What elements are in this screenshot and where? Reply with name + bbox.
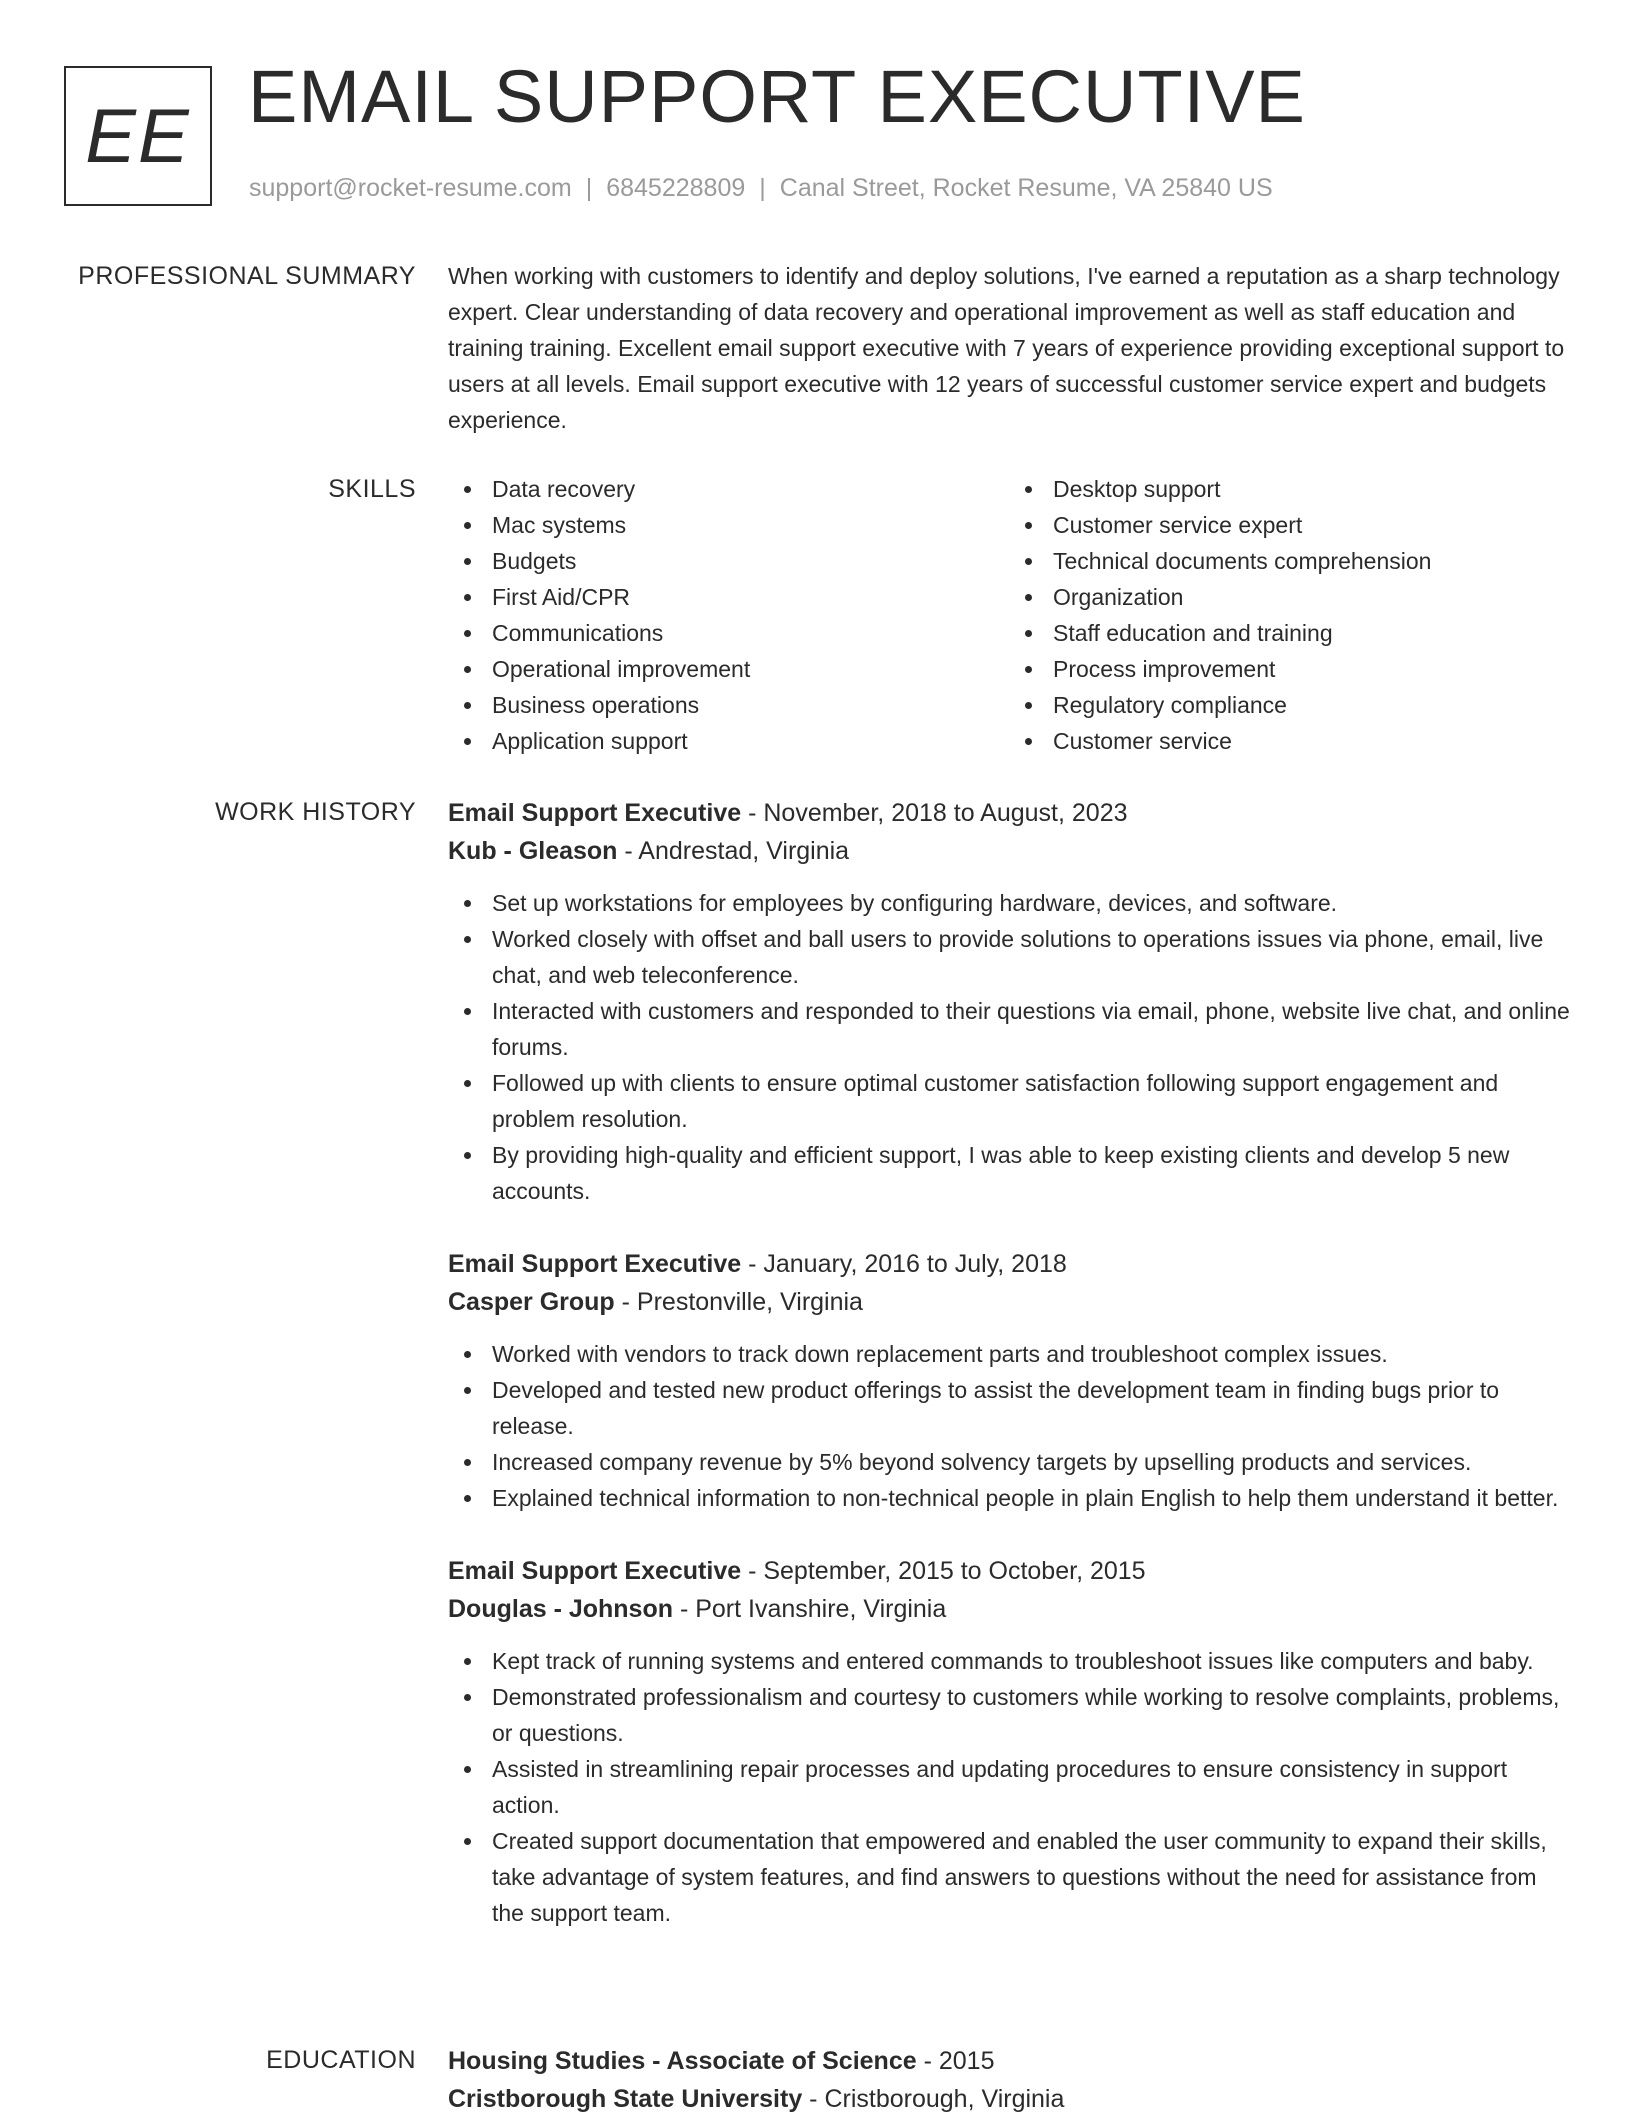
skill-item: Communications bbox=[492, 615, 1009, 651]
duty-item: Followed up with clients to ensure optimal customer satisfaction following support engagement and problem resolution. bbox=[492, 1065, 1570, 1137]
duty-item: By providing high-quality and efficient support, I was able to keep existing clients and develop 5 new accounts. bbox=[492, 1137, 1570, 1209]
job-title-line bbox=[448, 1245, 1570, 1283]
contact-separator: | bbox=[759, 174, 766, 202]
contact-address: Canal Street, Rocket Resume, VA 25840 US bbox=[779, 174, 1273, 202]
job-company: Douglas - Johnson bbox=[448, 1595, 673, 1623]
skill-item: Customer service bbox=[1053, 723, 1570, 759]
monogram-logo: EE bbox=[64, 66, 212, 206]
job-duties bbox=[448, 1643, 1570, 1931]
job-duties bbox=[448, 1336, 1570, 1516]
skills-column-right bbox=[1009, 471, 1570, 759]
page-title: EMAIL SUPPORT EXECUTIVE bbox=[248, 55, 1306, 138]
skill-item: Technical documents comprehension bbox=[1053, 543, 1570, 579]
job-title: Email Support Executive bbox=[448, 1250, 742, 1278]
duty-item: Kept track of running systems and entered commands to troubleshoot issues like computers and baby. bbox=[492, 1643, 1570, 1679]
duty-item: Assisted in streamlining repair processes and updating procedures to ensure consistency in support action. bbox=[492, 1751, 1570, 1823]
job-title-line bbox=[448, 794, 1570, 832]
summary-text: When working with customers to identify and deploy solutions, I've earned a reputation as a sharp technology expert. Clear understanding of data recovery and operational improvement as well as staff education and training training. Excellent email support executive with 7 years of experience providing exceptional support to users at all levels. Email support executive with 12 years of successful customer service expert and budgets experience. bbox=[448, 263, 1565, 433]
education-location: - Cristborough, Virginia bbox=[802, 2085, 1065, 2113]
contact-email[interactable]: support@rocket-resume.com bbox=[249, 174, 572, 202]
skills-list bbox=[448, 471, 1570, 759]
duty-item: Explained technical information to non-technical people in plain English to help them understand it better. bbox=[492, 1480, 1570, 1516]
job-title-line bbox=[448, 1552, 1570, 1590]
duty-item: Set up workstations for employees by configuring hardware, devices, and software. bbox=[492, 885, 1570, 921]
skill-item: Process improvement bbox=[1053, 651, 1570, 687]
duty-item: Worked closely with offset and ball users to provide solutions to operations issues via phone, email, live chat, and web teleconference. bbox=[492, 921, 1570, 993]
job-title: Email Support Executive bbox=[448, 799, 742, 827]
job-dates: - September, 2015 to October, 2015 bbox=[741, 1557, 1146, 1585]
section-content bbox=[448, 258, 1570, 438]
job-company: Casper Group bbox=[448, 1288, 615, 1316]
section-content bbox=[448, 2042, 1570, 2118]
duty-item: Interacted with customers and responded to their questions via email, phone, website live chat, and online forums. bbox=[492, 993, 1570, 1065]
skill-item: Budgets bbox=[492, 543, 1009, 579]
education-year: - 2015 bbox=[916, 2047, 995, 2075]
skill-item: Desktop support bbox=[1053, 471, 1570, 507]
skill-item: Data recovery bbox=[492, 471, 1009, 507]
job-entry bbox=[448, 1552, 1570, 1931]
skill-item: Staff education and training bbox=[1053, 615, 1570, 651]
skill-item: Application support bbox=[492, 723, 1009, 759]
job-location: - Prestonville, Virginia bbox=[614, 1288, 863, 1316]
section-heading: EDUCATION bbox=[266, 2046, 416, 2074]
job-entry bbox=[448, 1245, 1570, 1516]
duty-item: Developed and tested new product offerings to assist the development team in finding bugs prior to release. bbox=[492, 1372, 1570, 1444]
duty-item: Increased company revenue by 5% beyond solvency targets by upselling products and services. bbox=[492, 1444, 1570, 1480]
job-company-line bbox=[448, 1590, 1570, 1628]
job-company-line bbox=[448, 1283, 1570, 1321]
skills-column-left bbox=[448, 471, 1009, 759]
skill-item: Mac systems bbox=[492, 507, 1009, 543]
contact-phone[interactable]: 6845228809 bbox=[606, 174, 746, 202]
section-content bbox=[448, 794, 1570, 1967]
contact-line bbox=[249, 174, 1273, 203]
skill-item: Organization bbox=[1053, 579, 1570, 615]
skill-item: Operational improvement bbox=[492, 651, 1009, 687]
skill-item: First Aid/CPR bbox=[492, 579, 1009, 615]
job-duties bbox=[448, 885, 1570, 1209]
education-school: Cristborough State University bbox=[448, 2085, 803, 2113]
job-location: - Andrestad, Virginia bbox=[617, 837, 850, 865]
job-location: - Port Ivanshire, Virginia bbox=[673, 1595, 947, 1623]
education-degree-line bbox=[448, 2042, 1570, 2080]
duty-item: Demonstrated professionalism and courtesy to customers while working to resolve complaints, problems, or questions. bbox=[492, 1679, 1570, 1751]
job-company-line bbox=[448, 832, 1570, 870]
skill-item: Customer service expert bbox=[1053, 507, 1570, 543]
job-company: Kub - Gleason bbox=[448, 837, 618, 865]
contact-separator: | bbox=[585, 174, 593, 202]
skill-item: Regulatory compliance bbox=[1053, 687, 1570, 723]
duty-item: Created support documentation that empowered and enabled the user community to expand their skills, take advantage of system features, and find answers to questions without the need for assistance from the support team. bbox=[492, 1823, 1570, 1931]
section-heading: WORK HISTORY bbox=[215, 798, 416, 826]
education-school-line bbox=[448, 2080, 1570, 2118]
section-heading: PROFESSIONAL SUMMARY bbox=[78, 262, 416, 290]
section-heading: SKILLS bbox=[328, 475, 416, 503]
job-dates: - November, 2018 to August, 2023 bbox=[741, 799, 1128, 827]
skill-item: Business operations bbox=[492, 687, 1009, 723]
job-title: Email Support Executive bbox=[448, 1557, 742, 1585]
job-dates: - January, 2016 to July, 2018 bbox=[741, 1250, 1067, 1278]
education-degree: Housing Studies - Associate of Science bbox=[448, 2047, 917, 2075]
job-entry bbox=[448, 794, 1570, 1209]
duty-item: Worked with vendors to track down replacement parts and troubleshoot complex issues. bbox=[492, 1336, 1570, 1372]
